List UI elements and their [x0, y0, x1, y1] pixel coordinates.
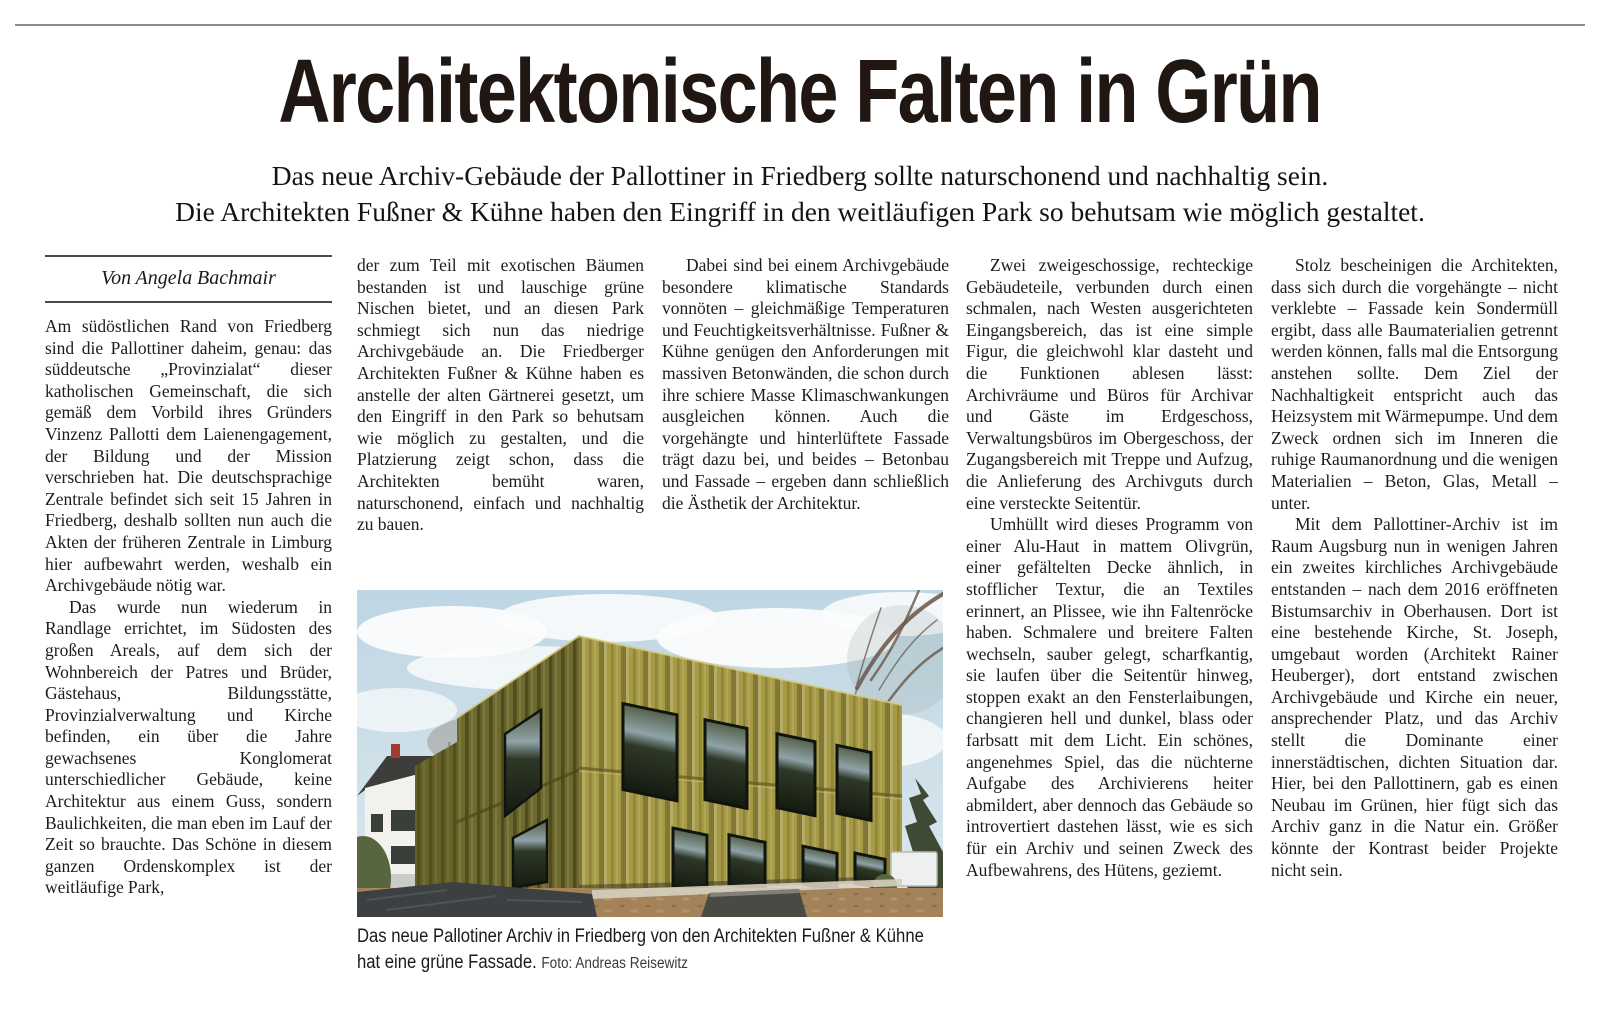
subheadline-line-1: Das neue Archiv-Gebäude der Pallottiner in Friedberg sollte naturschonend und nachhaltig sein. — [271, 160, 1329, 191]
paragraph: Dabei sind bei einem Archivgebäude besondere klimatische Standards vonnöten – gleichmäßige Temperaturen und Feuchtigkeitsverhältnisse. Fußner & Kühne genügen den Anforderungen mit massiven Betonwänden, die schon durch ihre schiere Masse Klimaschwankungen ausgleichen können. Auch die vorgehängte und hinterlüftete Fassade trägt dazu bei, und beides – Betonbau und Fassade – ergeben dann schließlich die Ästhetik der Architektur. — [662, 255, 949, 513]
article-figure — [357, 590, 943, 977]
column-3-paragraphs — [662, 255, 949, 514]
top-rule — [15, 24, 1585, 26]
headline-wrap — [0, 42, 1600, 142]
text-column-5 — [1271, 255, 1558, 960]
paragraph: Umhüllt wird dieses Programm von einer Alu-Haut in mattem Olivgrün, einer gefältelten Decke ähnlich, in stofflicher Textur, die an Textiles erinnert, an Plissee, wie ihn Faltenröcke haben. Schmalere und breitere Falten wechseln, sauber gelegt, scharfkantig, sie laufen über die Seitentür hinweg, stoppen exakt an den Fensterlaibungen, changieren hell und dunkel, blass oder farbsatt mit dem Licht. Ein schönes, angenehmes Spiel, das die nüchterne Aufgabe des Archivierens heiter abmildert, aber dennoch das Gebäude so introvertiert dastehen lässt, wie es sich für ein Archiv und seinen Zweck des Aufbewahrens, des Hütens, geziemt. — [966, 514, 1253, 880]
paragraph: Am südöstlichen Rand von Friedberg sind die Pallottiner daheim, genau: das süddeutsche „Provinzialat“ dieser katholischen Gemeinschaft, die sich gemäß dem Vorbild ihres Gründers Vinzenz Pallotti dem Laienengagement, der Bildung und der Mission verschrieben hat. Die deutschsprachige Zentrale befindet sich seit 15 Jahren in Friedberg, deshalb sollten nun auch die Akten der früheren Zentrale in Limburg hier aufbewahrt werden, weshalb ein Archivgebäude nötig war. — [45, 316, 332, 596]
paragraph: Das wurde nun wiederum in Randlage errichtet, im Südosten des großen Areals, auf dem sich der Wohnbereich der Patres und Brüder, Gästehaus, Bildungsstätte, Provinzialverwaltung und Kirche befinden, ein über die Jahre gewachsenes Konglomerat unterschiedlicher Gebäude, keine Architektur aus einem Guss, sondern Baulichkeiten, die man eben im Lauf der Zeit so brauchte. Das Schöne in diesem ganzen Ordenskomplex ist der weitläufige Park, — [45, 596, 332, 898]
column-2-paragraphs — [357, 255, 644, 536]
column-1-paragraphs — [45, 316, 332, 899]
byline: Von Angela Bachmair — [45, 255, 332, 303]
paragraph: Mit dem Pallottiner-Archiv ist im Raum Augsburg nun in wenigen Jahren ein zweites kirchliches Archivgebäude entstanden – nach dem 2016 eröffneten Bistumsarchiv in Oberhausen. Dort ist eine bestehende Kirche, St. Joseph, umgebaut worden (Architekt Rainer Heuberger), dort entstand zwischen Archivgebäude und Kirche ein neuer, ansprechender Platz, und das Archiv stellt die Dominante einer innerstädtischen, dichten Situation dar. Hier, bei den Pallottinern, gab es einen Neubau im Grünen, hier fügt sich das Archiv ganz in die Natur ein. Größer könnte der Kontrast beider Projekte nicht sein. — [1271, 514, 1558, 880]
text-column-2 — [357, 255, 644, 583]
text-column-4 — [966, 255, 1253, 960]
paragraph: Zwei zweigeschossige, rechteckige Gebäudeteile, verbunden durch einen schmalen, nach Westen ausgerichteten Eingangsbereich, das ist eine simple Figur, die gleichwohl klar dasteht und die Funktionen ablesen lässt: Archivräume und Büros für Archivar und Gäste im Erdgeschoss, Verwaltungsbüros im Obergeschoss, der Zugangsbereich mit Treppe und Aufzug, die Anlieferung des Archivguts durch eine versteckte Seitentür. — [966, 255, 1253, 513]
column-5-paragraphs — [1271, 255, 1558, 881]
caption-text: Das neue Pallotiner Archiv in Friedberg von den Architekten Fußner & Kühne hat eine grüne Fassade. — [357, 926, 924, 973]
text-column-3 — [662, 255, 949, 583]
subheadline — [0, 158, 1600, 229]
archive-building-photo — [357, 590, 943, 917]
page-title: Architektonische Falten in Grün — [278, 42, 1322, 142]
text-column-1 — [45, 255, 332, 960]
column-4-paragraphs — [966, 255, 1253, 881]
subheadline-line-2: Die Architekten Fußner & Kühne haben den Eingriff in den weitläufigen Park so behutsam wie möglich gestaltet. — [175, 195, 1425, 227]
figure-caption — [357, 924, 943, 977]
photo-credit: Foto: Andreas Reisewitz — [541, 955, 688, 972]
paragraph: der zum Teil mit exotischen Bäumen bestanden ist und lauschige grüne Nischen bietet, und an diesen Park schmiegt sich nun das niedrige Archivgebäude an. Die Friedberger Architekten Fußner & Kühne haben es anstelle der alten Gärtnerei gesetzt, um den Eingriff in den Park so behutsam wie möglich zu gestalten, und die Platzierung zeigt schon, dass die Architekten bemüht waren, naturschonend, einfach und nachhaltig zu bauen. — [357, 255, 644, 535]
paragraph: Stolz bescheinigen die Architekten, dass sich durch die vorgehängte – nicht verklebte – Fassade kein Sondermüll ergibt, dass alle Baumaterialien getrennt werden können, falls mal die Entsorgung anstehen sollte. Dem Ziel der Nachhaltigkeit entspricht auch das Heizsystem mit Wärmepumpe. Und dem Zweck ordnen sich im Inneren die ruhige Raumanordnung und die wenigen Materialien – Beton, Glas, Metall – unter. — [1271, 255, 1558, 513]
